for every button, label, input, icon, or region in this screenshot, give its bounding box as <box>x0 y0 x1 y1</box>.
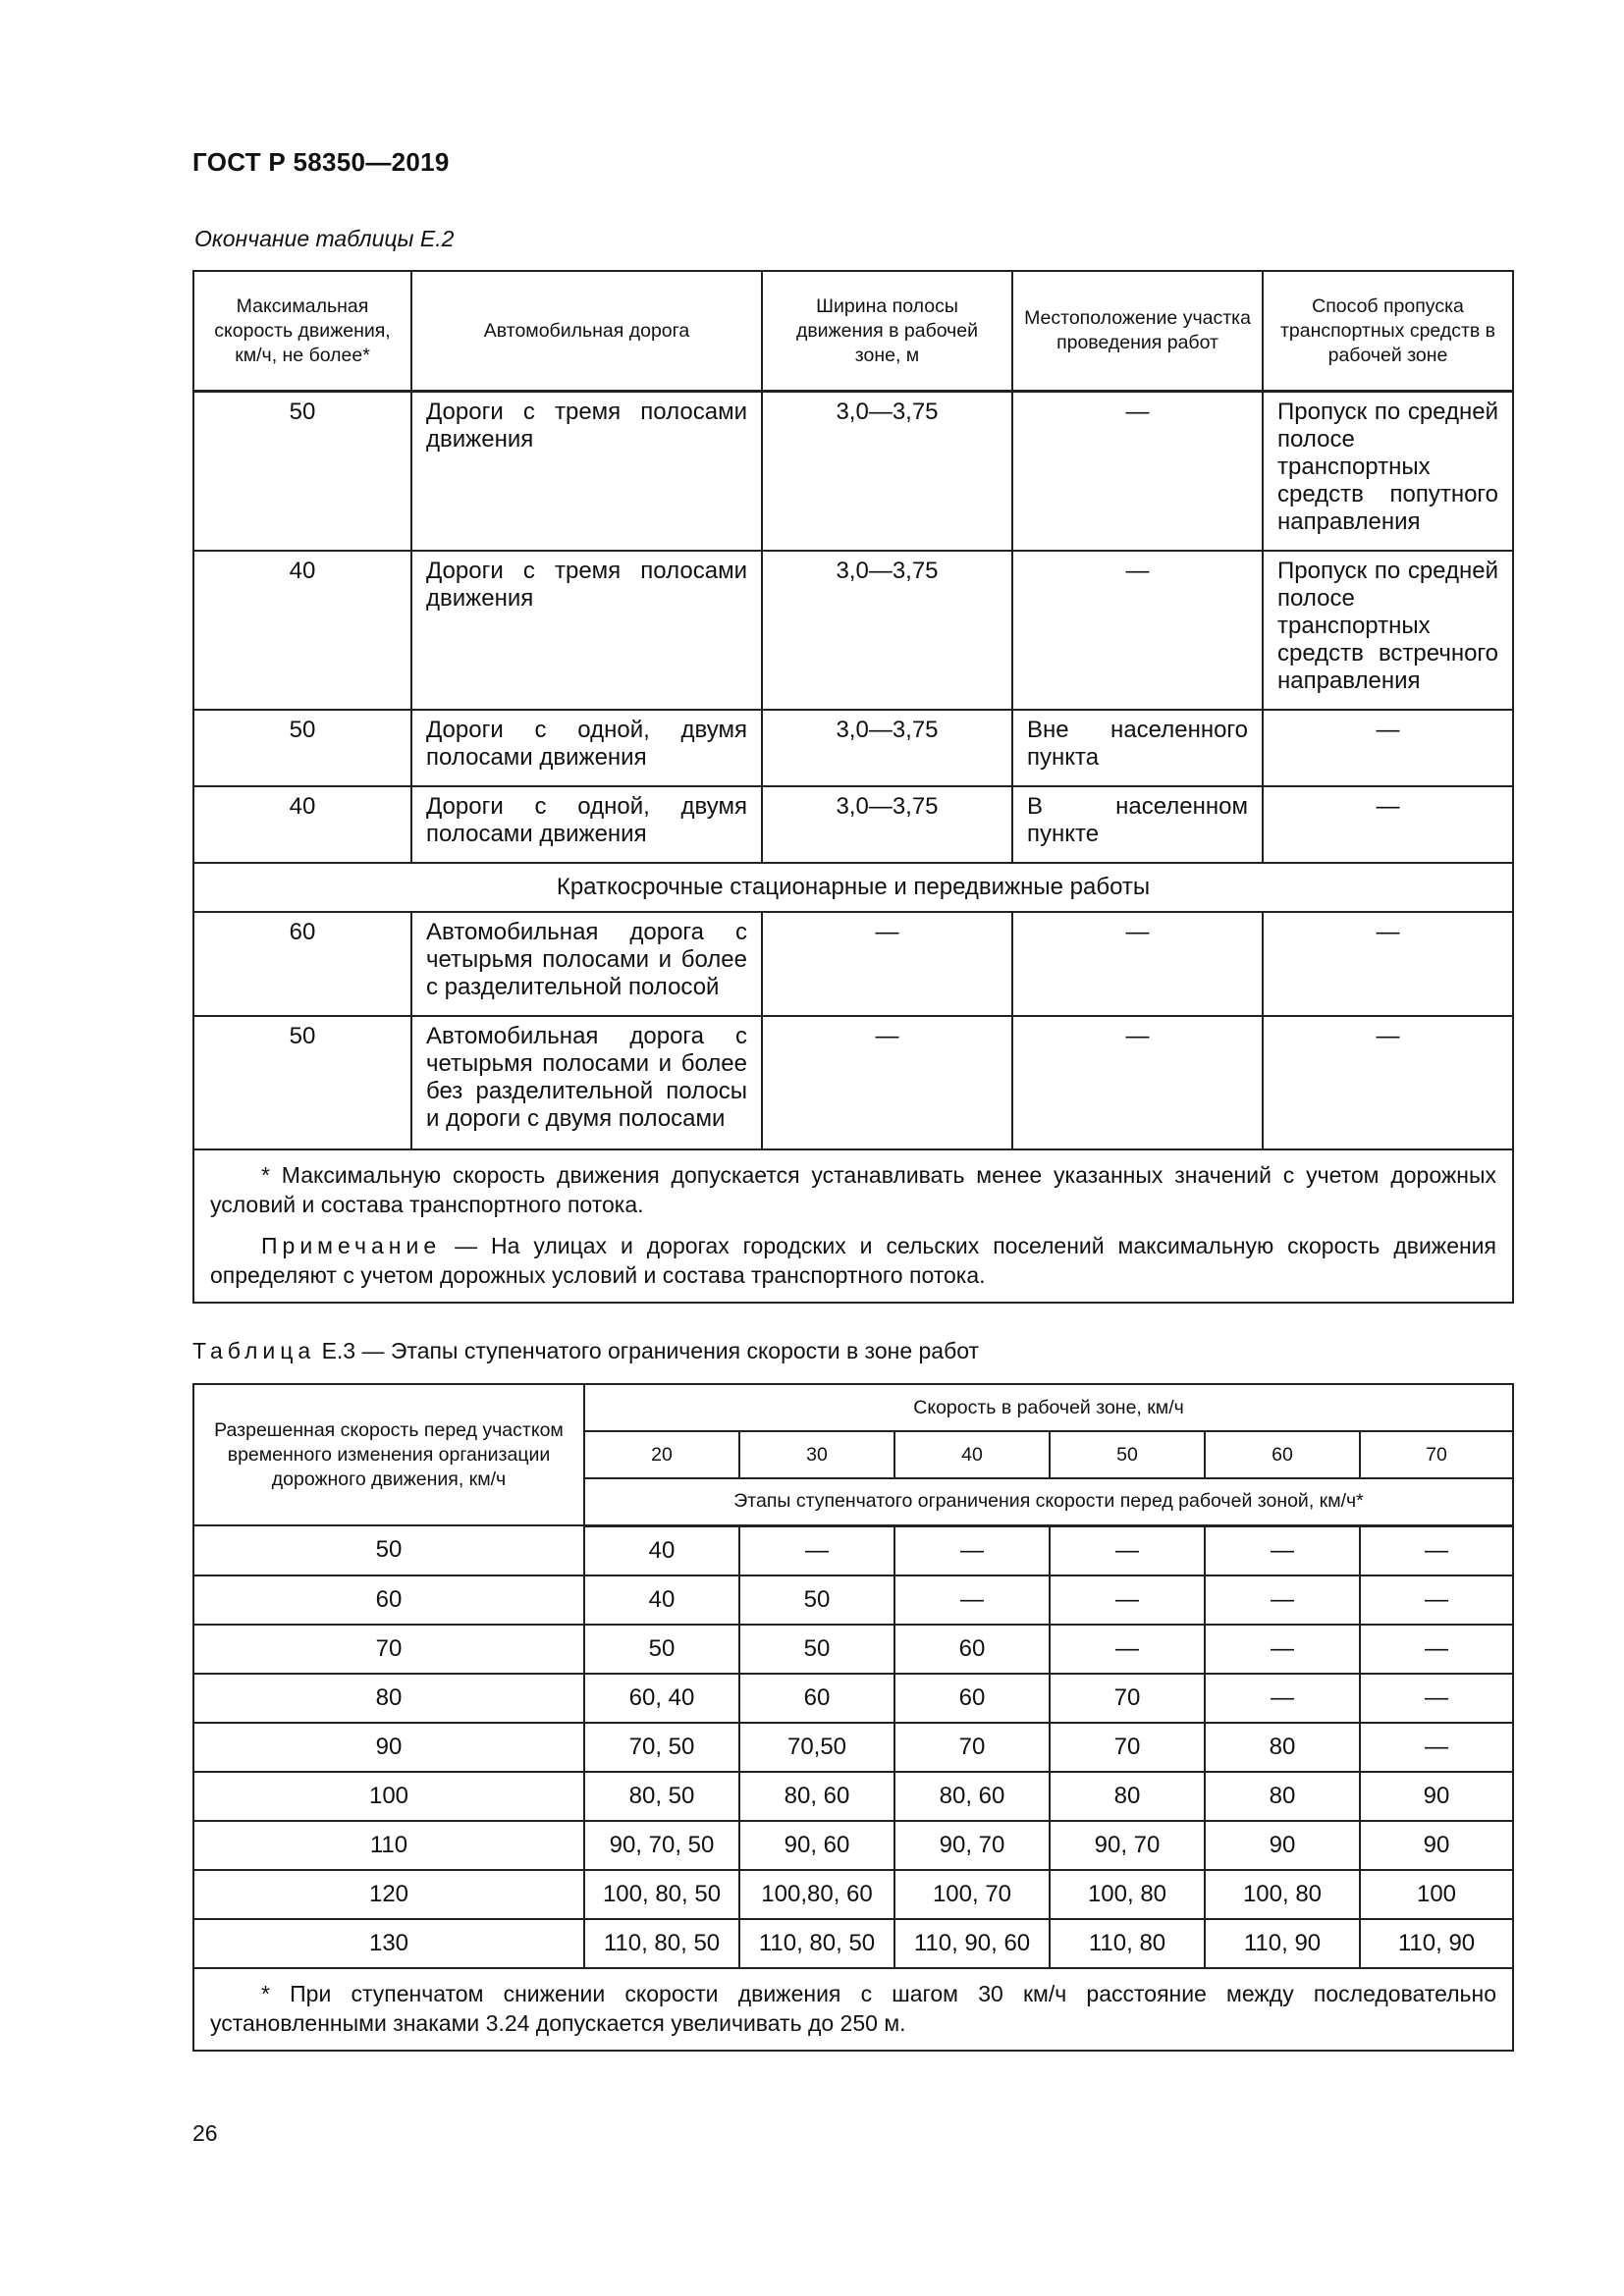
cell-allowed-speed: 90 <box>193 1723 584 1772</box>
cell-stage: 90 <box>1205 1821 1360 1870</box>
cell-road: Дороги с тремя полосами движения <box>411 392 762 551</box>
cell-stage: 90 <box>1360 1772 1513 1821</box>
table-footnote-row <box>193 1149 1513 1303</box>
cell-lane-width: 3,0—3,75 <box>762 392 1012 551</box>
page-number: 26 <box>192 2120 218 2146</box>
cell-stage: 60 <box>894 1625 1050 1674</box>
table-e3-caption-label: Таблица <box>192 1338 316 1363</box>
cell-work-location: — <box>1012 1016 1263 1149</box>
cell-stage: — <box>1360 1723 1513 1772</box>
cell-max-speed: 40 <box>193 786 411 863</box>
cell-stage: — <box>1360 1674 1513 1723</box>
cell-lane-width: — <box>762 1016 1012 1149</box>
cell-road: Дороги с одной, двумя полосами движения <box>411 710 762 786</box>
note-label: Примечание <box>261 1232 442 1258</box>
cell-stage: 90, 70 <box>894 1821 1050 1870</box>
cell-stage: 80, 60 <box>894 1772 1050 1821</box>
cell-stage: — <box>1360 1575 1513 1625</box>
table-e3 <box>192 1383 1514 2052</box>
cell-stage: — <box>1205 1674 1360 1723</box>
cell-passage-method: Пропуск по средней полосе транспортных средств встречного направления <box>1263 551 1513 710</box>
cell-stage: 100, 80 <box>1050 1870 1205 1919</box>
cell-stage: — <box>1050 1575 1205 1625</box>
cell-lane-width: 3,0—3,75 <box>762 710 1012 786</box>
cell-stage: 80 <box>1050 1772 1205 1821</box>
cell-stage: 60 <box>894 1674 1050 1723</box>
cell-allowed-speed: 80 <box>193 1674 584 1723</box>
column-header-speed: 30 <box>739 1431 894 1478</box>
table-e3-caption <box>192 1338 979 1364</box>
table-row <box>193 1919 1513 1968</box>
column-header-speed: 20 <box>584 1431 739 1478</box>
table-row <box>193 1575 1513 1625</box>
cell-stage: 80, 50 <box>584 1772 739 1821</box>
cell-lane-width: 3,0—3,75 <box>762 551 1012 710</box>
cell-max-speed: 50 <box>193 1016 411 1149</box>
cell-stage: 110, 80 <box>1050 1919 1205 1968</box>
cell-stage: 80, 60 <box>739 1772 894 1821</box>
cell-passage-method: — <box>1263 912 1513 1016</box>
cell-allowed-speed: 70 <box>193 1625 584 1674</box>
cell-stage: — <box>1360 1525 1513 1575</box>
note-text: — На улицах и дорогах городских и сельских поселений максимальную скорость движения определяют с учетом дорожных условий и состава транспортного потока. <box>210 1232 1496 1288</box>
table-row <box>193 912 1513 1016</box>
cell-stage: 90, 70 <box>1050 1821 1205 1870</box>
cell-stage: 110, 80, 50 <box>739 1919 894 1968</box>
column-header-road: Автомобильная дорога <box>411 271 762 392</box>
cell-stage: 110, 90 <box>1360 1919 1513 1968</box>
cell-passage-method: — <box>1263 1016 1513 1149</box>
cell-road: Дороги с одной, двумя полосами движения <box>411 786 762 863</box>
cell-stage: — <box>1360 1625 1513 1674</box>
cell-stage: 60, 40 <box>584 1674 739 1723</box>
column-header-passage-method: Способ пропуска транспортных средств в рабочей зоне <box>1263 271 1513 392</box>
cell-work-location: — <box>1012 551 1263 710</box>
cell-allowed-speed: 110 <box>193 1821 584 1870</box>
table-footnote-row <box>193 1968 1513 2051</box>
cell-passage-method: — <box>1263 710 1513 786</box>
cell-work-location: Вне населенного пункта <box>1012 710 1263 786</box>
cell-stage: 100, 70 <box>894 1870 1050 1919</box>
table-e2 <box>192 270 1514 1304</box>
column-header-work-location: Местоположение участка проведения работ <box>1012 271 1263 392</box>
cell-passage-method: Пропуск по средней полосе транспортных средств попутного направления <box>1263 392 1513 551</box>
table-row <box>193 1674 1513 1723</box>
table-e2-continuation-caption: Окончание таблицы Е.2 <box>194 226 455 251</box>
table-row <box>193 786 1513 863</box>
cell-stage: — <box>894 1575 1050 1625</box>
cell-max-speed: 60 <box>193 912 411 1016</box>
cell-work-location: В населенном пункте <box>1012 786 1263 863</box>
table-row <box>193 1723 1513 1772</box>
cell-allowed-speed: 120 <box>193 1870 584 1919</box>
cell-stage: 90, 70, 50 <box>584 1821 739 1870</box>
table-row <box>193 1870 1513 1919</box>
cell-stage: 70 <box>894 1723 1050 1772</box>
cell-stage: 70, 50 <box>584 1723 739 1772</box>
table-e3-caption-text: Е.3 — Этапы ступенчатого ограничения скорости в зоне работ <box>315 1338 980 1363</box>
cell-stage: 50 <box>584 1625 739 1674</box>
table-section-row <box>193 863 1513 912</box>
cell-allowed-speed: 60 <box>193 1575 584 1625</box>
cell-max-speed: 40 <box>193 551 411 710</box>
column-header-lane-width: Ширина полосы движения в рабочей зоне, м <box>762 271 1012 392</box>
cell-stage: 100 <box>1360 1870 1513 1919</box>
column-header-max-speed: Максимальная скорость движения, км/ч, не более* <box>193 271 411 392</box>
cell-stage: 50 <box>739 1575 894 1625</box>
cell-stage: 40 <box>584 1575 739 1625</box>
cell-stage: 80 <box>1205 1723 1360 1772</box>
cell-stage: 70 <box>1050 1674 1205 1723</box>
cell-stage: — <box>1050 1525 1205 1575</box>
table-e2-header-row <box>193 271 1513 392</box>
table-e3-header-row <box>193 1384 1513 1431</box>
cell-lane-width: 3,0—3,75 <box>762 786 1012 863</box>
row-header-allowed-speed: Разрешенная скорость перед участком временного изменения организации дорожного движения, км/ч <box>193 1384 584 1525</box>
table-footnote-cell <box>193 1149 1513 1303</box>
cell-stage: 100,80, 60 <box>739 1870 894 1919</box>
table-row <box>193 1625 1513 1674</box>
cell-allowed-speed: 100 <box>193 1772 584 1821</box>
note-paragraph <box>210 1231 1496 1290</box>
cell-allowed-speed: 50 <box>193 1525 584 1575</box>
cell-road: Автомобильная дорога с четырьмя полосами и более без разделительной полосы и дороги с двумя полосами <box>411 1016 762 1149</box>
cell-stage: — <box>1050 1625 1205 1674</box>
cell-passage-method: — <box>1263 786 1513 863</box>
cell-stage: — <box>894 1525 1050 1575</box>
column-header-speed: 40 <box>894 1431 1050 1478</box>
table-row <box>193 1772 1513 1821</box>
cell-stage: 60 <box>739 1674 894 1723</box>
cell-stage: 80 <box>1205 1772 1360 1821</box>
column-header-speed: 60 <box>1205 1431 1360 1478</box>
cell-stage: 110, 90, 60 <box>894 1919 1050 1968</box>
cell-stage: — <box>1205 1525 1360 1575</box>
cell-stage: 70,50 <box>739 1723 894 1772</box>
cell-stage: 100, 80, 50 <box>584 1870 739 1919</box>
table-row <box>193 1525 1513 1575</box>
cell-stage: 40 <box>584 1525 739 1575</box>
column-group-header-work-zone-speed: Скорость в рабочей зоне, км/ч <box>584 1384 1513 1431</box>
column-group-header-stages: Этапы ступенчатого ограничения скорости перед рабочей зоной, км/ч* <box>584 1478 1513 1525</box>
cell-stage: 50 <box>739 1625 894 1674</box>
document-header: ГОСТ Р 58350—2019 <box>192 147 450 177</box>
table-row <box>193 1821 1513 1870</box>
footnote-text: * Максимальную скорость движения допускается устанавливать менее указанных значений с учетом дорожных условий и состава транспортного потока. <box>210 1161 1496 1217</box>
cell-stage: — <box>1205 1625 1360 1674</box>
cell-max-speed: 50 <box>193 392 411 551</box>
cell-work-location: — <box>1012 392 1263 551</box>
cell-stage: 90 <box>1360 1821 1513 1870</box>
section-title: Краткосрочные стационарные и передвижные работы <box>193 863 1513 912</box>
table-footnote-cell <box>193 1968 1513 2051</box>
cell-stage: 70 <box>1050 1723 1205 1772</box>
column-header-speed: 70 <box>1360 1431 1513 1478</box>
cell-allowed-speed: 130 <box>193 1919 584 1968</box>
cell-stage: — <box>1205 1575 1360 1625</box>
table-row <box>193 392 1513 551</box>
table-row <box>193 710 1513 786</box>
table-row <box>193 551 1513 710</box>
cell-lane-width: — <box>762 912 1012 1016</box>
cell-road: Автомобильная дорога с четырьмя полосами и более с разделительной полосой <box>411 912 762 1016</box>
cell-stage: — <box>739 1525 894 1575</box>
column-header-speed: 50 <box>1050 1431 1205 1478</box>
cell-stage: 90, 60 <box>739 1821 894 1870</box>
cell-stage: 110, 90 <box>1205 1919 1360 1968</box>
cell-road: Дороги с тремя полосами движения <box>411 551 762 710</box>
cell-max-speed: 50 <box>193 710 411 786</box>
cell-stage: 110, 80, 50 <box>584 1919 739 1968</box>
cell-stage: 100, 80 <box>1205 1870 1360 1919</box>
cell-work-location: — <box>1012 912 1263 1016</box>
footnote-text: * При ступенчатом снижении скорости движения с шагом 30 км/ч расстояние между последовательно установленными знаками 3.24 допускается увеличивать до 250 м. <box>210 1980 1497 2036</box>
table-row <box>193 1016 1513 1149</box>
